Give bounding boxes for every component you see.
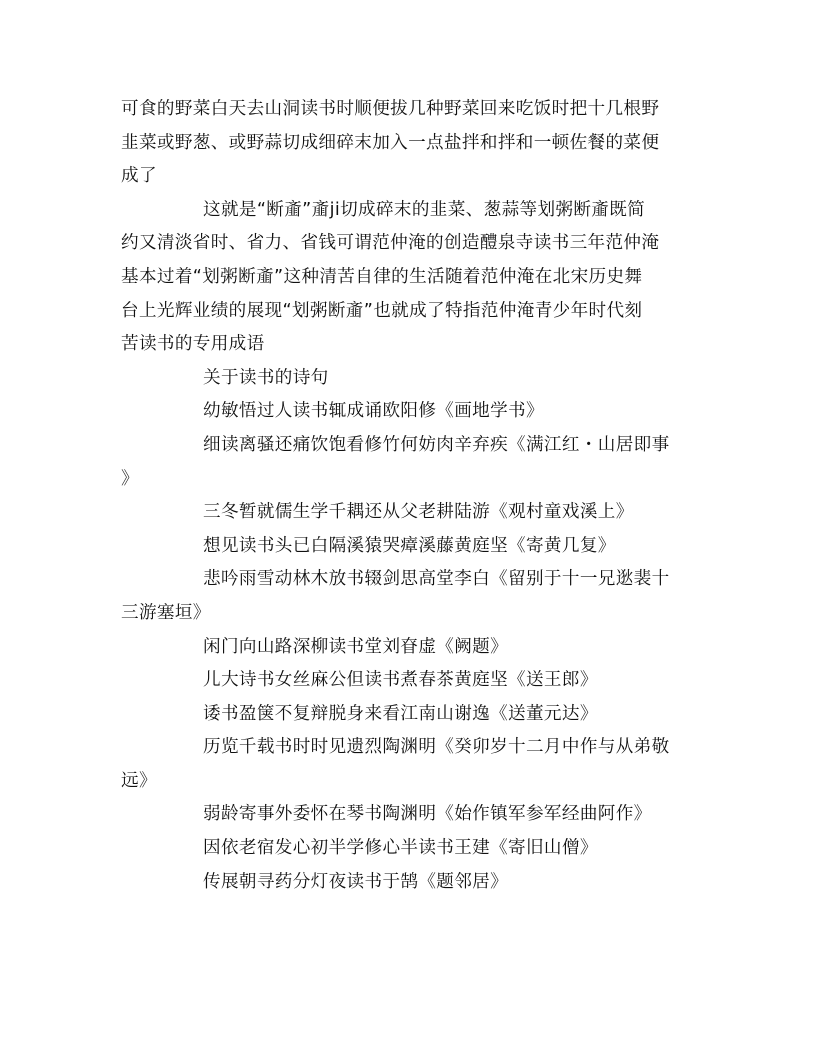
poem-line: 细读离骚还痛饮饱看修竹何妨肉辛弃疾《满江红・山居即事: [203, 434, 670, 455]
text-line: 成了: [121, 166, 157, 187]
poem-line-continuation: 远》: [121, 770, 157, 791]
poem-line: 想见读书头已白隔溪猿哭瘴溪藤黄庭坚《寄黄几复》: [203, 535, 616, 556]
text-line: 台上光辉业绩的展现“划粥断齑”也就成了特指范仲淹青少年时代刻: [121, 300, 643, 321]
paragraph-first-line: 这就是“断齑”齑ji切成碎末的韭菜、葱蒜等划粥断齑既简: [203, 199, 646, 220]
text-line: 基本过着“划粥断齑”这种清苦自律的生活随着范仲淹在北宋历史舞: [121, 266, 643, 287]
poem-line-continuation: 》: [121, 468, 139, 489]
text-line: 苦读书的专用成语: [121, 334, 265, 355]
poem-line: 历览千载书时时见遗烈陶渊明《癸卯岁十二月中作与从弟敬: [203, 737, 670, 758]
text-line: 约又清淡省时、省力、省钱可谓范仲淹的创造醴泉寺读书三年范仲淹: [121, 233, 660, 254]
poem-line: 幼敏悟过人读书辄成诵欧阳修《画地学书》: [203, 401, 544, 422]
poem-line: 儿大诗书女丝麻公但读书煮春茶黄庭坚《送王郎》: [203, 670, 598, 691]
poem-line: 悲吟雨雪动林木放书辍剑思高堂李白《留别于十一兄逖裴十: [203, 569, 670, 590]
poem-line: 诿书盈箧不复辩脱身来看江南山谢逸《送董元达》: [203, 703, 598, 724]
poem-line: 闲门向山路深柳读书堂刘眘虚《阙题》: [203, 636, 509, 657]
poem-line: 因依老宿发心初半学修心半读书王建《寄旧山僧》: [203, 838, 598, 859]
text-line: 韭菜或野葱、或野蒜切成细碎末加入一点盐拌和拌和一顿佐餐的菜便: [121, 132, 660, 153]
poem-line: 三冬暂就儒生学千耦还从父老耕陆游《观村童戏溪上》: [203, 502, 634, 523]
poem-line-continuation: 三游塞垣》: [121, 602, 211, 623]
section-heading: 关于读书的诗句: [203, 367, 329, 388]
text-line: 可食的野菜白天去山洞读书时顺便拔几种野菜回来吃饭时把十几根野: [121, 99, 660, 119]
poem-line: 传展朝寻药分灯夜读书于鹄《题邻居》: [203, 871, 509, 892]
poem-line: 弱龄寄事外委怀在琴书陶渊明《始作镇军参军经曲阿作》: [203, 804, 652, 825]
document-body: [121, 93, 694, 899]
